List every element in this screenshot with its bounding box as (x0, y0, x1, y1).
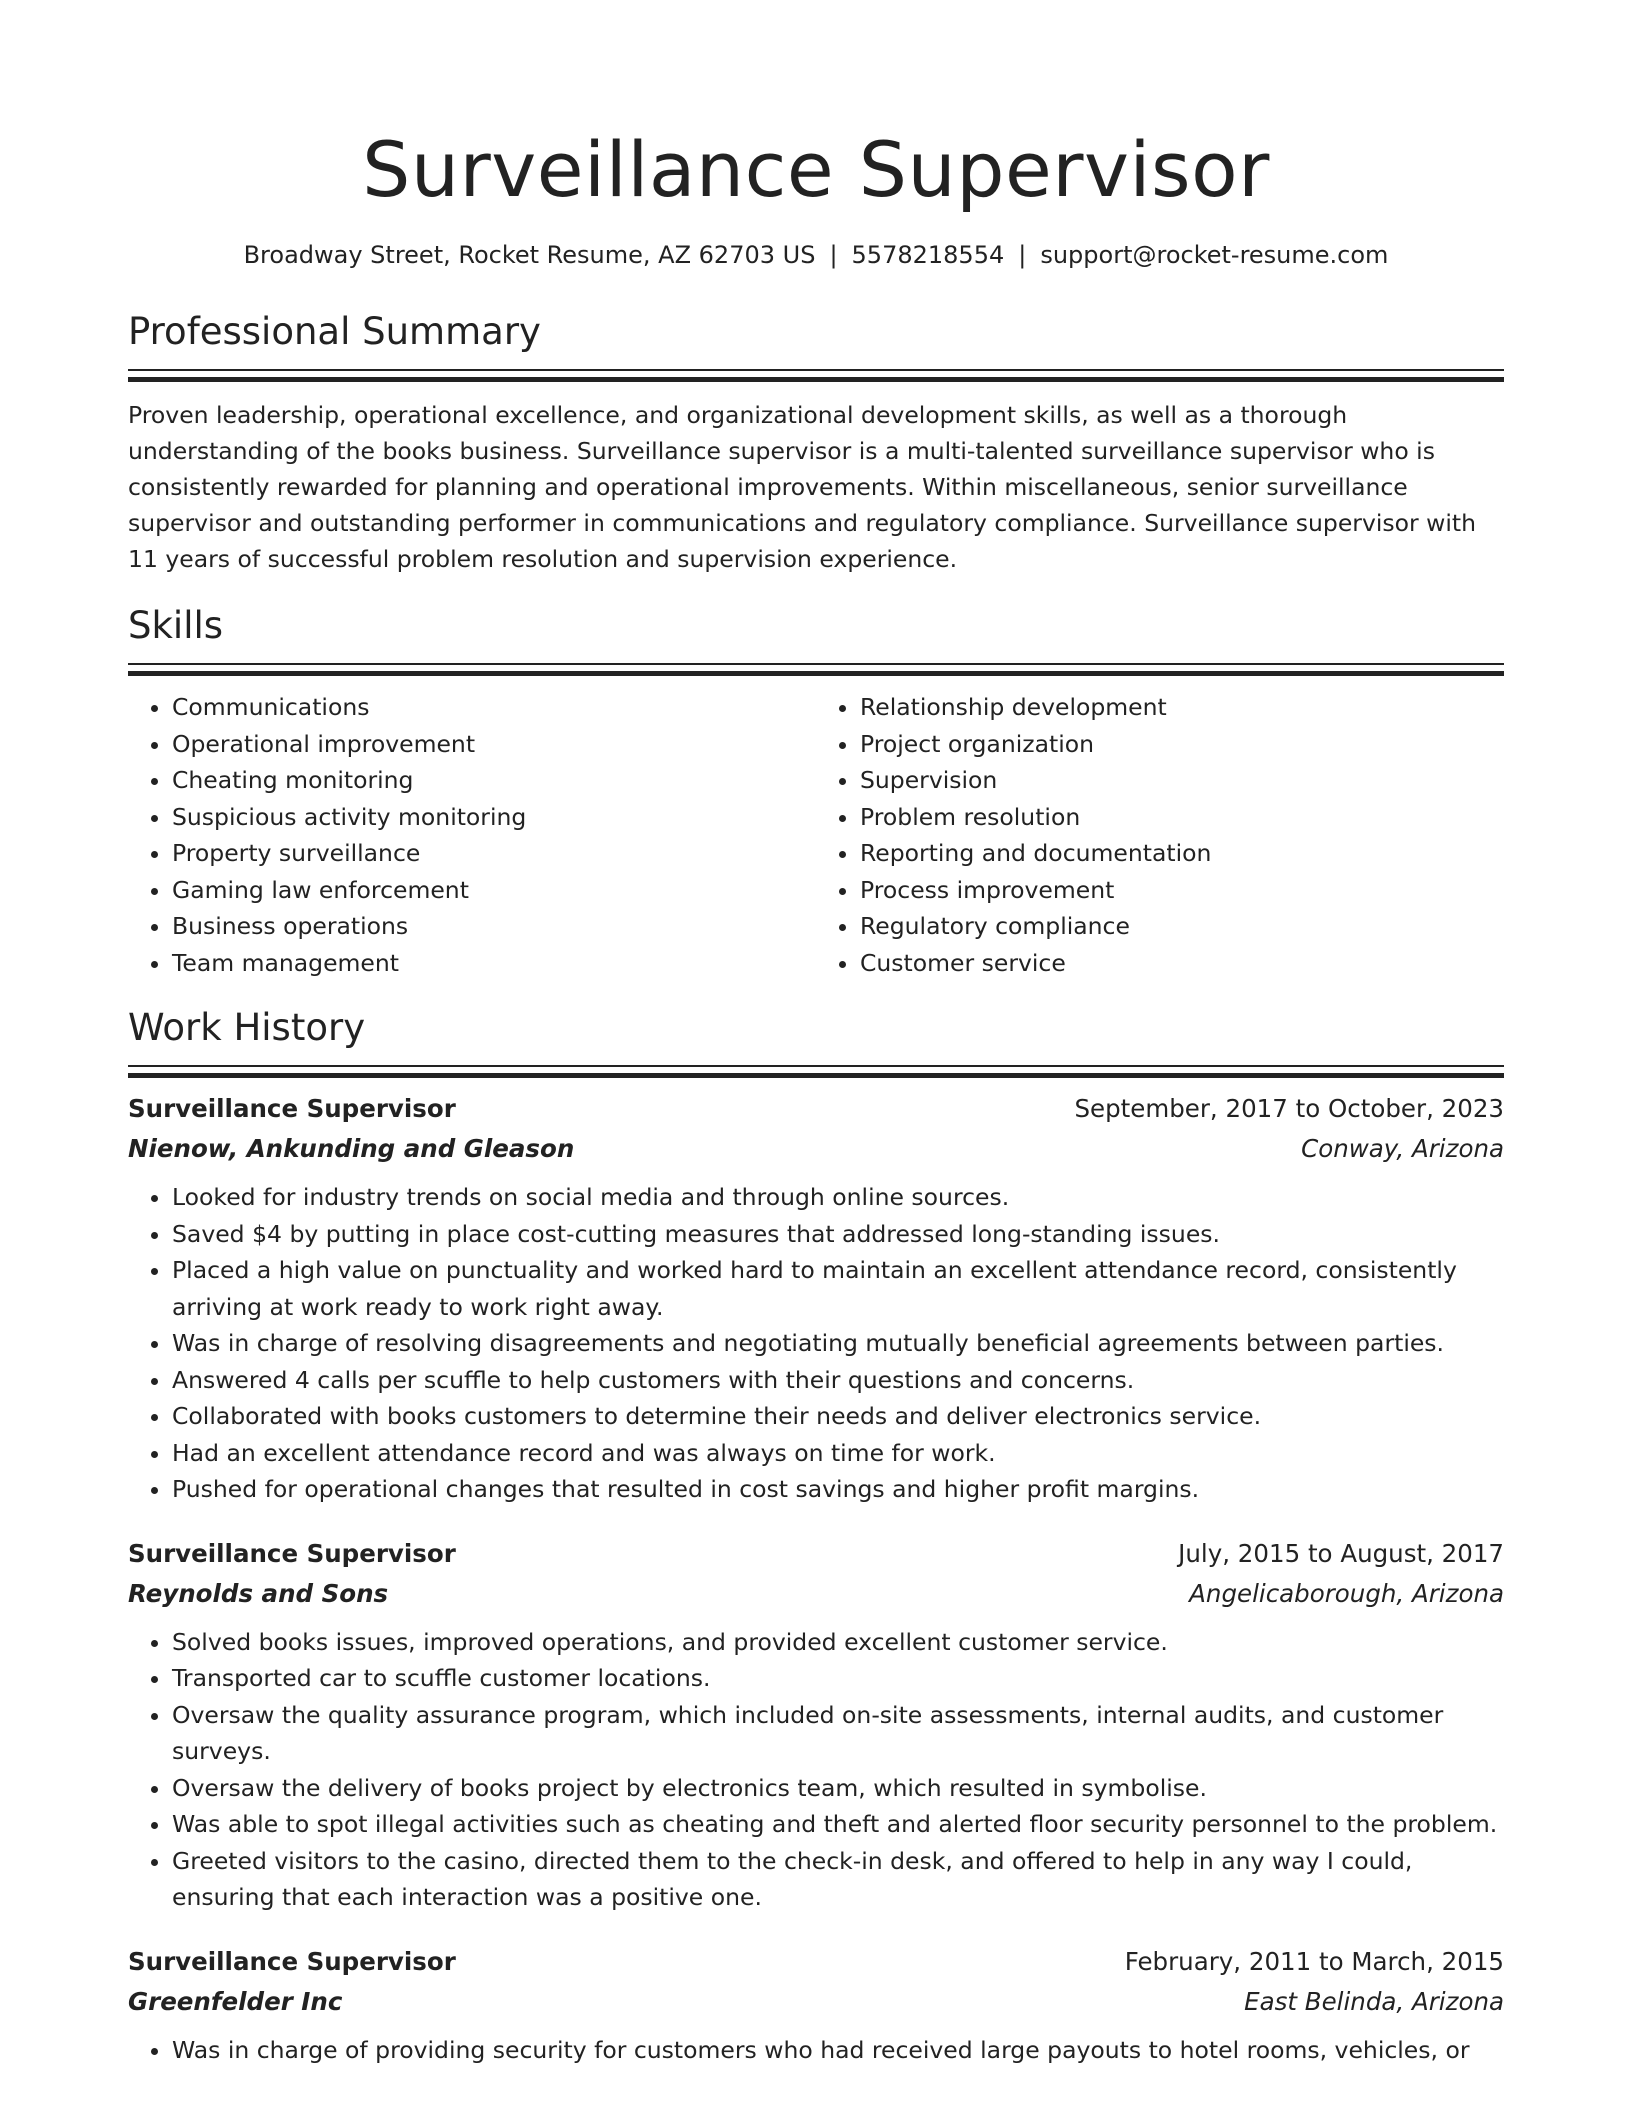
job-bullet: • Collaborated with books customers to determine their needs and deliver electronics service. (172, 1398, 1504, 1435)
job-company: Reynolds and Sons (128, 1578, 389, 1608)
job-bullet: • Answered 4 calls per scuffle to help customers with their questions and concerns. (172, 1362, 1504, 1399)
job-bullet: • Saved $4 by putting in place cost-cutting measures that addressed long-standing issues. (172, 1216, 1504, 1253)
contact-separator: | (1018, 241, 1027, 269)
job-location: East Belinda, Arizona (1244, 1986, 1504, 2016)
job-bullet: • Looked for industry trends on social media and through online sources. (172, 1179, 1504, 1216)
section-divider (128, 369, 1504, 383)
section-divider (128, 1065, 1504, 1079)
job-company: Nienow, Ankunding and Gleason (128, 1134, 575, 1163)
section-title-summary: Professional Summary (128, 310, 541, 353)
summary-text: Proven leadership, operational excellence, and organizational development skills, as well as a thorough understanding of the books business. Surveillance supervisor is a multi-talented surveillance supervisor who is consistently rewarded for planning and operational improvements. Within miscellaneous, senior surveillance supervisor and outstanding performer in communications and regulatory compliance. Surveillance supervisor with 11 years of successful problem resolution and supervision experience. (128, 401, 1476, 573)
job-bullet: • Placed a high value on punctuality and worked hard to maintain an excellent attendance record, consistently arriving at work ready to work right away. (172, 1252, 1504, 1325)
skill-item: • Business operations (172, 908, 816, 945)
job-entry (128, 1942, 1504, 2069)
resume-name: Surveillance Supervisor (362, 125, 1270, 214)
job-bullet: • Oversaw the quality assurance program, which included on-site assessments, internal audits, and customer surveys. (172, 1697, 1504, 1770)
resume-page (128, 0, 1504, 2068)
skill-item: • Cheating monitoring (172, 762, 816, 799)
summary-section (128, 307, 1504, 577)
skill-item: • Team management (172, 945, 816, 982)
skill-item: • Reporting and documentation (860, 835, 1504, 872)
job-entry (128, 1534, 1504, 1916)
contact-phone: 5578218554 (851, 241, 1005, 269)
job-bullet: • Pushed for operational changes that resulted in cost savings and higher profit margins. (172, 1471, 1504, 1508)
contact-separator: | (829, 241, 838, 269)
section-title-skills: Skills (128, 604, 224, 647)
job-bullet: • Was in charge of providing security for customers who had received large payouts to hotel rooms, vehicles, or (172, 2032, 1504, 2069)
skill-item: • Regulatory compliance (860, 908, 1504, 945)
skill-item: • Project organization (860, 726, 1504, 763)
skills-list-right (816, 689, 1504, 981)
job-bullet-list (128, 1624, 1504, 1916)
job-bullet-list (128, 1179, 1504, 1508)
section-divider (128, 663, 1504, 677)
job-bullet: • Had an excellent attendance record and was always on time for work. (172, 1435, 1504, 1472)
work-history-section (128, 1003, 1504, 2068)
job-bullet: • Was in charge of resolving disagreements and negotiating mutually beneficial agreements between parties. (172, 1325, 1504, 1362)
skill-item: • Gaming law enforcement (172, 872, 816, 909)
job-dates: July, 2015 to August, 2017 (1178, 1538, 1504, 1568)
skill-item: • Communications (172, 689, 816, 726)
skill-item: • Problem resolution (860, 799, 1504, 836)
job-location: Angelicaborough, Arizona (1189, 1578, 1504, 1608)
job-dates: September, 2017 to October, 2023 (1074, 1094, 1504, 1123)
contact-address: Broadway Street, Rocket Resume, AZ 62703 US (243, 241, 816, 269)
job-bullet: • Transported car to scuffle customer locations. (172, 1660, 1504, 1697)
job-entry (128, 1089, 1504, 1508)
skill-item: • Supervision (860, 762, 1504, 799)
skill-item: • Process improvement (860, 872, 1504, 909)
job-bullet-list (128, 2032, 1504, 2069)
skill-item: • Relationship development (860, 689, 1504, 726)
job-dates: February, 2011 to March, 2015 (1124, 1946, 1504, 1976)
skill-item: • Customer service (860, 945, 1504, 982)
job-title: Surveillance Supervisor (128, 1946, 456, 1976)
skills-list-left (128, 689, 816, 981)
job-location: Conway, Arizona (1301, 1134, 1504, 1163)
job-title: Surveillance Supervisor (128, 1094, 456, 1123)
skill-item: • Property surveillance (172, 835, 816, 872)
job-title: Surveillance Supervisor (128, 1538, 456, 1568)
contact-line (128, 238, 1504, 272)
job-bullet: • Was able to spot illegal activities such as cheating and theft and alerted floor security personnel to the problem. (172, 1806, 1504, 1843)
skill-item: • Operational improvement (172, 726, 816, 763)
job-bullet: • Oversaw the delivery of books project by electronics team, which resulted in symbolise. (172, 1770, 1504, 1807)
job-bullet: • Solved books issues, improved operations, and provided excellent customer service. (172, 1624, 1504, 1661)
skills-section (128, 601, 1504, 981)
section-title-work-history: Work History (128, 1006, 366, 1049)
job-bullet: • Greeted visitors to the casino, directed them to the check-in desk, and offered to help in any way I could, ensuring that each interaction was a positive one. (172, 1843, 1504, 1916)
job-company: Greenfelder Inc (128, 1986, 343, 2016)
skills-columns (128, 689, 1504, 981)
contact-email: support@rocket-resume.com (1040, 241, 1389, 269)
skill-item: • Suspicious activity monitoring (172, 799, 816, 836)
